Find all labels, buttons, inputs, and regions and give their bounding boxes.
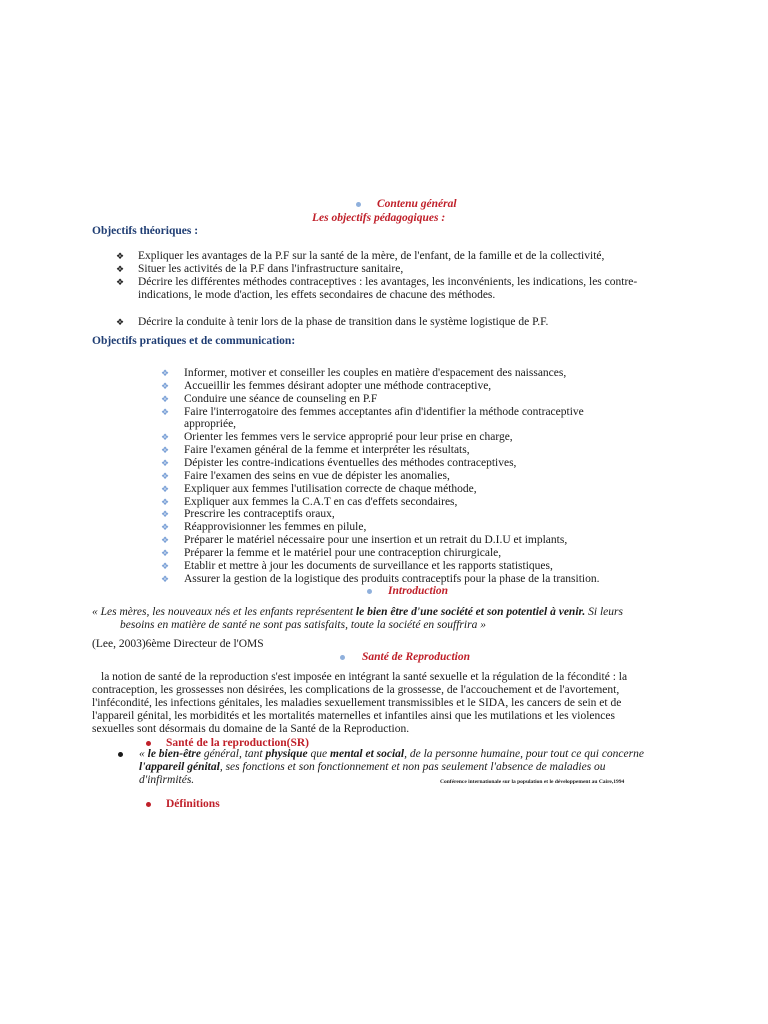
pratique-item: Conduire une séance de counseling en P.F — [184, 392, 378, 405]
intro-quote-line2: besoins en matière de santé ne sont pas satisfaits, toute la société en souffrira » — [120, 619, 486, 631]
quote-end: Si leurs — [585, 606, 623, 618]
pratique-item: Etablir et mettre à jour les documents de surveillance et les rapports statistiques, — [184, 559, 553, 572]
pratique-item: Informer, motiver et conseiller les couples en matière d'espacement des naissances, — [184, 367, 567, 379]
bullet-dot-black — [118, 752, 123, 757]
pratique-item: Préparer la femme et le matériel pour une contraception chirurgicale, — [184, 546, 502, 559]
hollow-diamond-bullet-icon: ❖ — [161, 483, 170, 494]
pratique-item: Dépister les contre-indications éventuelles des méthodes contraceptives, — [184, 456, 517, 469]
diamond-bullet-icon: ❖ — [116, 251, 125, 261]
hollow-diamond-bullet-icon: ❖ — [161, 547, 170, 558]
sr-paragraph-line: l'appareil génital, les morbidités et les mortalités maternelles et infantiles ainsi que les mutilations et les violences — [92, 710, 615, 722]
sr-paragraph-line: la notion de santé de la reproduction s'est imposée en intégrant la santé sexuelle et la régulation de la fécondité : la — [101, 671, 628, 683]
pratique-item: Accueillir les femmes désirant adopter une méthode contraceptive, — [184, 379, 492, 392]
hollow-diamond-bullet-icon: ❖ — [161, 522, 170, 533]
sr-definition-line1 — [139, 748, 644, 761]
def-text: général, tant — [200, 748, 266, 760]
def-text: , de la personne humaine, pour tout ce qui concerne — [404, 748, 644, 760]
theorique-item-continuation: indications, le mode d'action, les effets secondaires de chacune des méthodes. — [138, 289, 496, 301]
hollow-diamond-bullet-icon: ❖ — [161, 560, 170, 571]
pratique-item: Orienter les femmes vers le service approprié pour leur prise en charge, — [184, 431, 513, 444]
bullet-dot-red — [146, 802, 151, 807]
diamond-bullet-icon: ❖ — [116, 317, 125, 327]
hollow-diamond-bullet-icon: ❖ — [161, 406, 170, 417]
pratique-item: Expliquer aux femmes la C.A.T en cas d'effets secondaires, — [184, 495, 458, 508]
theorique-item: Décrire la conduite à tenir lors de la phase de transition dans le système logistique de P.F. — [138, 316, 549, 328]
def-text: , ses fonctions et son fonctionnement et non pas seulement l'absence de maladies ou — [219, 761, 606, 773]
hollow-diamond-bullet-icon: ❖ — [161, 445, 170, 456]
sr-paragraph-line: contraception, les grossesses non désirées, les complications de la grossesse, de l'accouchement et de l'avortement, — [92, 684, 620, 696]
bullet-dot — [340, 655, 345, 660]
bullet-dot — [367, 589, 372, 594]
hollow-diamond-bullet-icon: ❖ — [161, 432, 170, 443]
objectifs-pedagogiques-title: Les objectifs pédagogiques : — [312, 212, 446, 224]
introduction-heading: Introduction — [388, 585, 449, 597]
def-bold: mental et social — [330, 748, 405, 760]
theorique-item: Décrire les différentes méthodes contraceptives : les avantages, les inconvénients, les indications, les contre- — [138, 276, 638, 288]
def-bold: l'appareil génital — [139, 761, 220, 773]
diamond-bullet-icon: ❖ — [116, 264, 125, 274]
objectifs-pratiques-heading: Objectifs pratiques et de communication: — [92, 335, 296, 347]
sr-heading: Santé de la reproduction(SR) — [166, 737, 310, 749]
hollow-diamond-bullet-icon: ❖ — [161, 535, 170, 546]
quote-start: « Les mères, les nouveaux nés et les enfants représentent — [92, 606, 356, 618]
def-open: « — [139, 748, 148, 760]
sr-source: Conférence internationale sur la population et le développement au Caire,1994 — [440, 779, 625, 785]
sr-definition-line3: d'infirmités. — [139, 774, 195, 786]
pratique-item: Faire l'examen général de la femme et interpréter les résultats, — [184, 444, 470, 457]
pratique-item: Préparer le matériel nécessaire pour une insertion et un retrait du D.I.U et implants, — [184, 534, 568, 547]
bullet-dot-red — [146, 741, 151, 746]
sr-definition-line2 — [139, 761, 606, 774]
pratique-item: Faire l'examen des seins en vue de dépister les anomalies, — [184, 469, 450, 482]
pratique-item-continuation: appropriée, — [184, 418, 237, 431]
definitions-heading: Définitions — [166, 798, 220, 810]
objectifs-theoriques-heading: Objectifs théoriques : — [92, 225, 199, 237]
pratique-item: Prescrire les contraceptifs oraux, — [184, 508, 335, 521]
hollow-diamond-bullet-icon: ❖ — [161, 457, 170, 468]
bullet-dot — [356, 202, 361, 207]
def-bold: physique — [265, 748, 308, 760]
def-text: que — [307, 748, 331, 760]
intro-quote-line1 — [92, 606, 623, 619]
sr-paragraph-line: sexuelles sont désormais du domaine de la Santé de la Reproduction. — [92, 723, 410, 735]
hollow-diamond-bullet-icon: ❖ — [161, 509, 170, 520]
hollow-diamond-bullet-icon: ❖ — [161, 393, 170, 404]
theorique-item: Situer les activités de la P.F dans l'infrastructure sanitaire, — [138, 263, 404, 275]
contenu-general-title: Contenu général — [377, 198, 457, 210]
diamond-bullet-icon: ❖ — [116, 277, 125, 287]
def-bold: le bien-être — [147, 748, 201, 760]
quote-bold: le bien être d'une société et son potentiel à venir. — [355, 606, 586, 618]
hollow-diamond-bullet-icon: ❖ — [161, 368, 170, 378]
hollow-diamond-bullet-icon: ❖ — [161, 496, 170, 507]
theorique-item: Expliquer les avantages de la P.F sur la santé de la mère, de l'enfant, de la famille et de la collectivité, — [138, 250, 605, 262]
pratique-item: Expliquer aux femmes l'utilisation correcte de chaque méthode, — [184, 482, 477, 495]
sr-paragraph-line: l'infécondité, les infections génitales, les maladies sexuellement transmissibles et le SIDA, les cancers de sein et de — [92, 697, 622, 709]
pratique-item: Assurer la gestion de la logistique des produits contraceptifs pour la phase de la transition. — [184, 572, 600, 585]
hollow-diamond-bullet-icon: ❖ — [161, 380, 170, 391]
intro-citation: (Lee, 2003)6ème Directeur de l'OMS — [92, 638, 264, 650]
hollow-diamond-bullet-icon: ❖ — [161, 573, 170, 584]
pratique-item: Réapprovisionner les femmes en pilule, — [184, 521, 367, 534]
sante-reproduction-heading: Santé de Reproduction — [362, 651, 470, 663]
pratique-item: Faire l'interrogatoire des femmes acceptantes afin d'identifier la méthode contraceptive — [184, 405, 584, 418]
hollow-diamond-bullet-icon: ❖ — [161, 470, 170, 481]
